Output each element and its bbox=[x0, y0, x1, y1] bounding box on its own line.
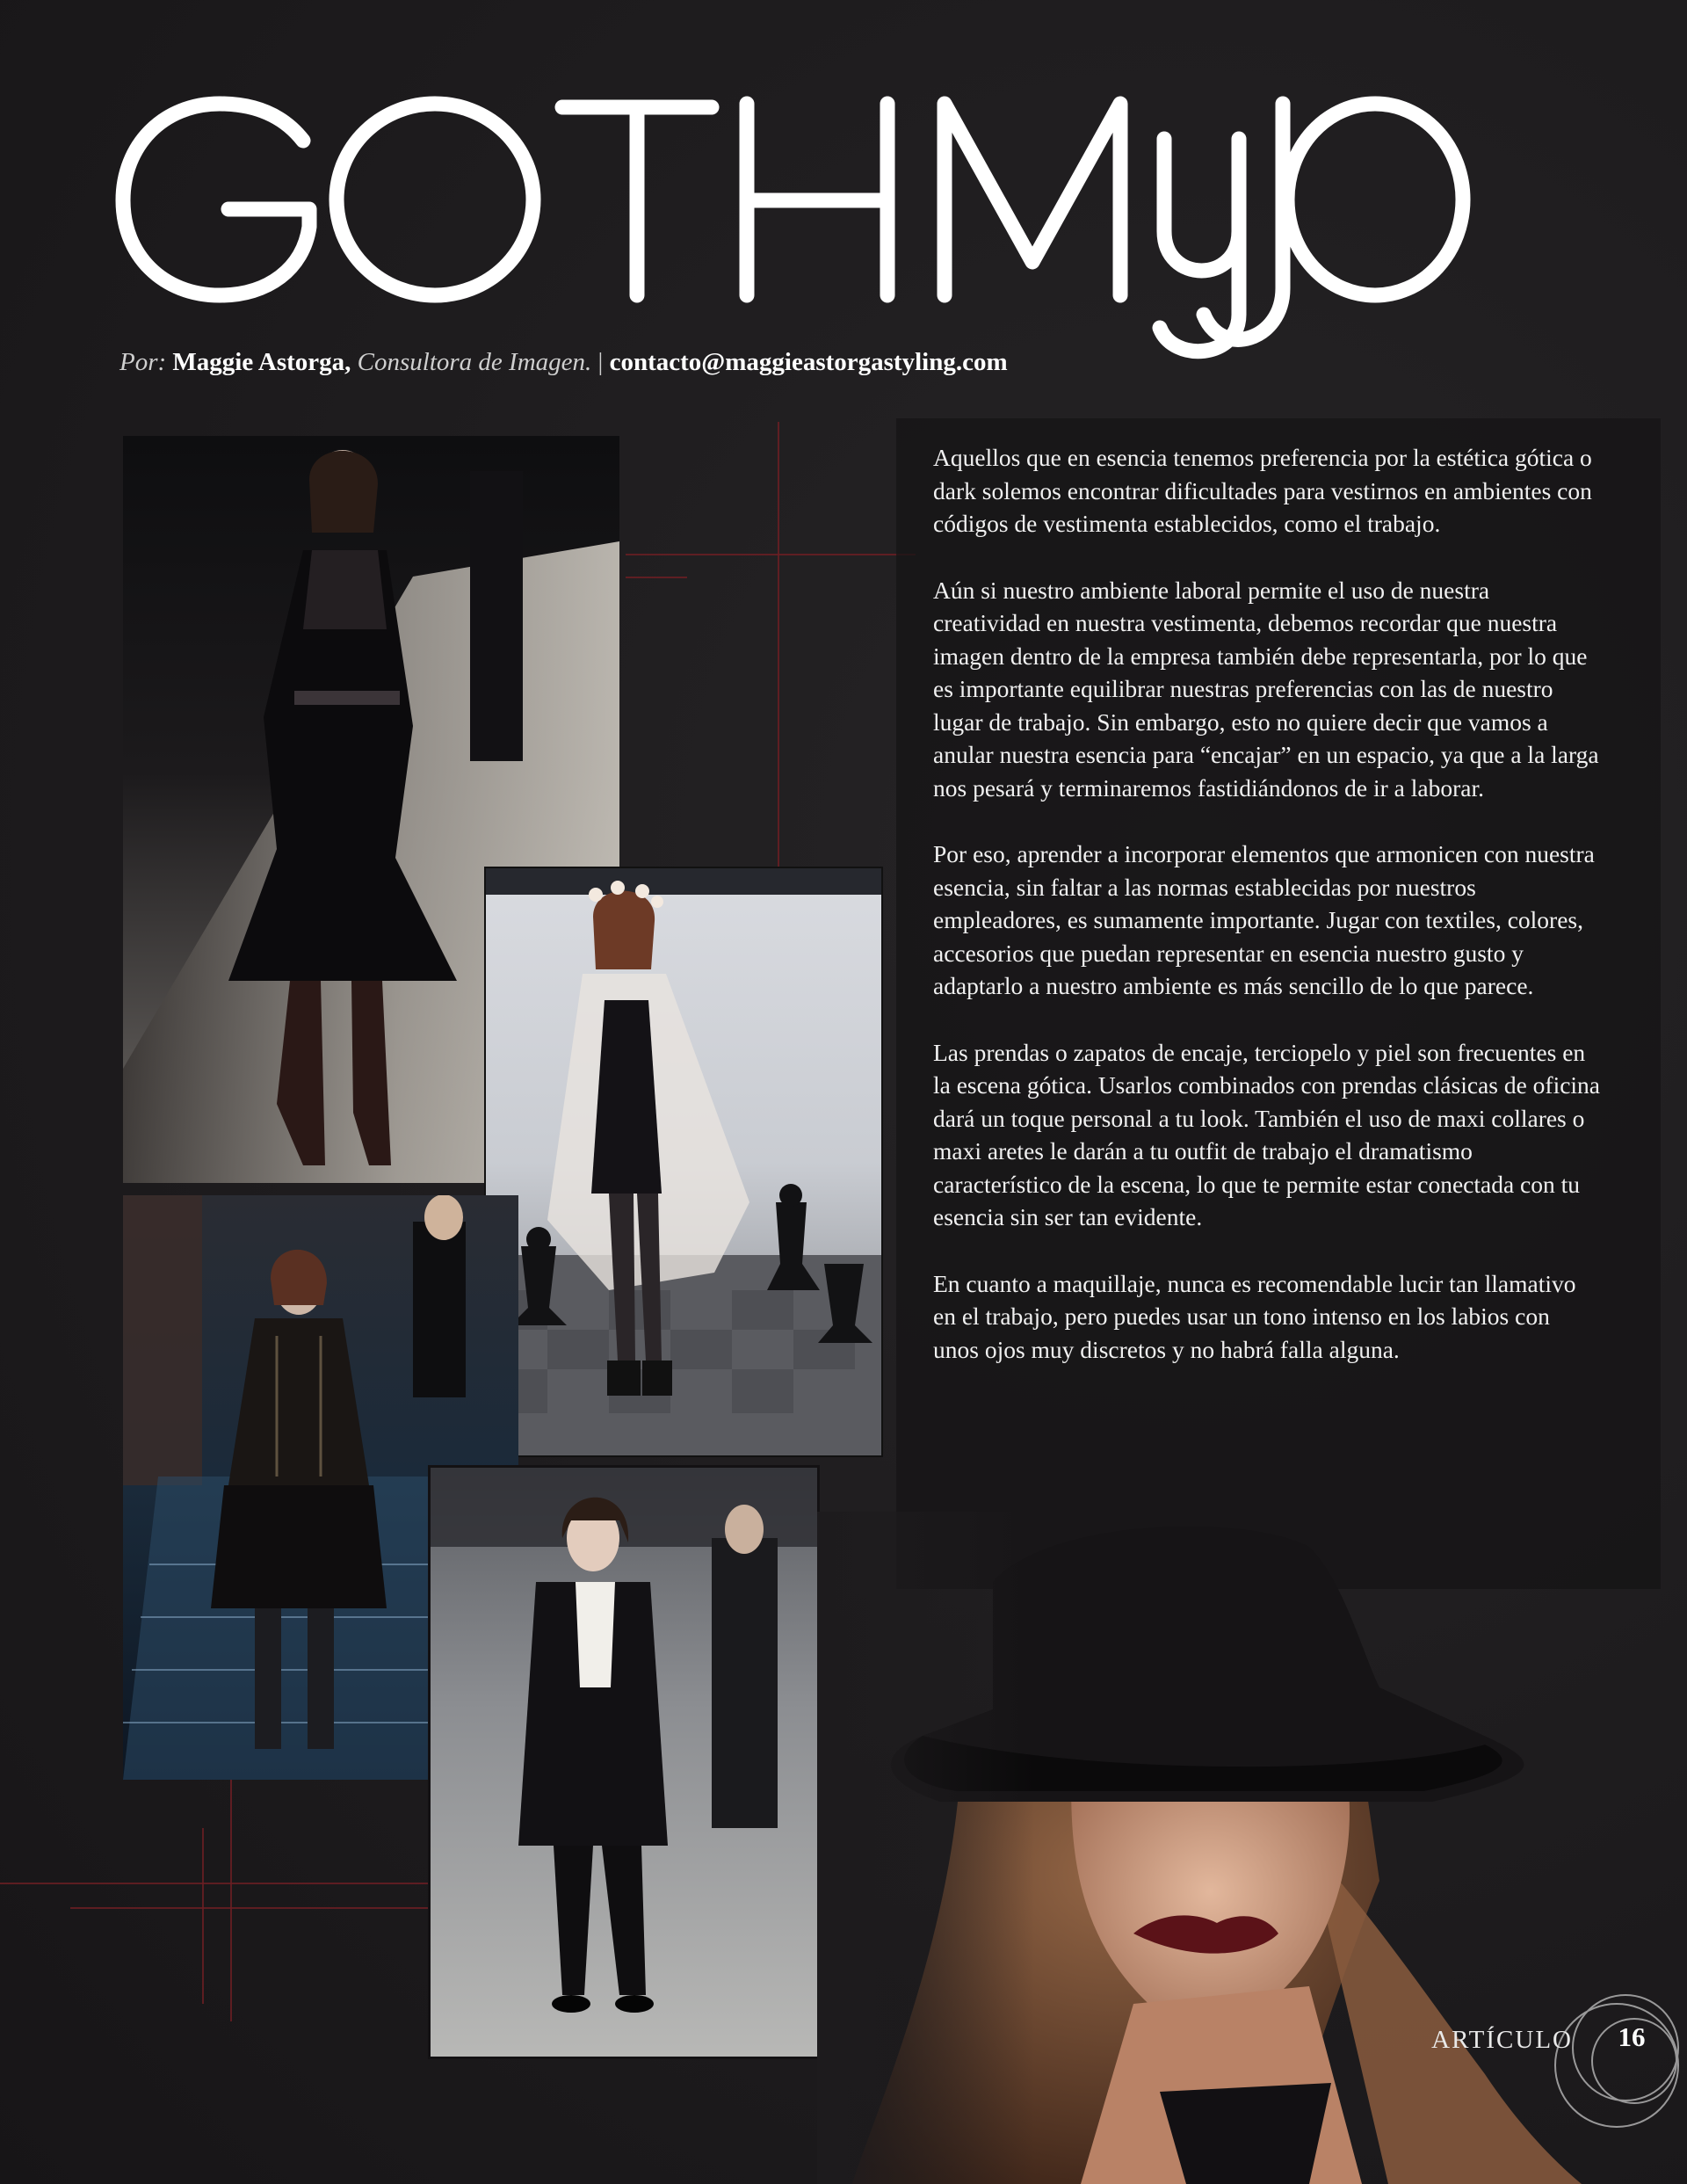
decorative-rings-icon bbox=[1529, 1951, 1687, 2184]
byline-separator: | bbox=[597, 348, 604, 376]
decor-line bbox=[202, 1828, 204, 2004]
decor-line bbox=[626, 577, 687, 578]
article-paragraph: Las prendas o zapatos de encaje, terciopelo y piel son frecuentes en la escena gótica. Usarlos combinados con prendas clásicas de oficina dará un toque personal a tu look. También el uso de maxi collares o maxi aretes le darán a tu outfit de trabajo el dramatismo característico de la escena, lo que te permite estar conectada con tu esencia sin ser tan evidente. bbox=[933, 1038, 1601, 1230]
author-name: Maggie Astorga, bbox=[172, 348, 351, 376]
photo-runway-male-black-coat bbox=[431, 1468, 817, 2057]
author-role: Consultora de Imagen. bbox=[357, 348, 592, 376]
section-label: ARTÍCULO bbox=[1431, 2026, 1573, 2054]
photo-chess-lace-coat-look bbox=[486, 868, 881, 1455]
decor-line bbox=[230, 1775, 232, 2021]
article-paragraph: Aquellos que en esencia tenemos preferencia por la estética gótica o dark solemos encontrar dificultades para vestirnos en ambientes con códigos de vestimenta establecidos, como el trabajo. bbox=[933, 444, 1592, 537]
author-email[interactable]: contacto@maggieastorgastyling.com bbox=[609, 348, 1008, 376]
byline bbox=[119, 348, 1086, 383]
decor-line bbox=[70, 1907, 439, 1909]
byline-prefix: Por: bbox=[119, 348, 167, 376]
article-paragraph: Aún si nuestro ambiente laboral permite el uso de nuestra creatividad en nuestra vestimenta, debemos recordar que nuestra imagen dentro de la empresa también debe representarla, por lo que es importante equilibrar nuestras preferencias con las de nuestro lugar de trabajo. Sin embargo, esto no quiere decir que vamos a anular nuestra esencia para “encajar” en un espacio, ya que a la larga nos pesará y terminaremos fastidiándonos de ir a laborar. bbox=[933, 576, 1599, 802]
article-body bbox=[933, 441, 1601, 1399]
title-lettering bbox=[105, 77, 1476, 367]
article-paragraph: En cuanto a maquillaje, nunca es recomendable lucir tan llamativo en el trabajo, pero puedes usar un tono intenso en los labios con unos ojos muy discretos y no habrá falla alguna. bbox=[933, 1269, 1576, 1363]
page-title bbox=[105, 77, 1476, 367]
article-paragraph: Por eso, aprender a incorporar elementos que armonicen con nuestra esencia, sin faltar a las normas establecidas por nuestros empleadores, es sumamente importante. Jugar con textiles, colores, accesorios que puedan representar en esencia nuestro gusto y adaptarlo a nuestro ambiente es más sencillo de lo que parece. bbox=[933, 840, 1595, 999]
decor-line bbox=[626, 554, 916, 555]
page-number: 16 bbox=[1618, 2021, 1646, 2052]
